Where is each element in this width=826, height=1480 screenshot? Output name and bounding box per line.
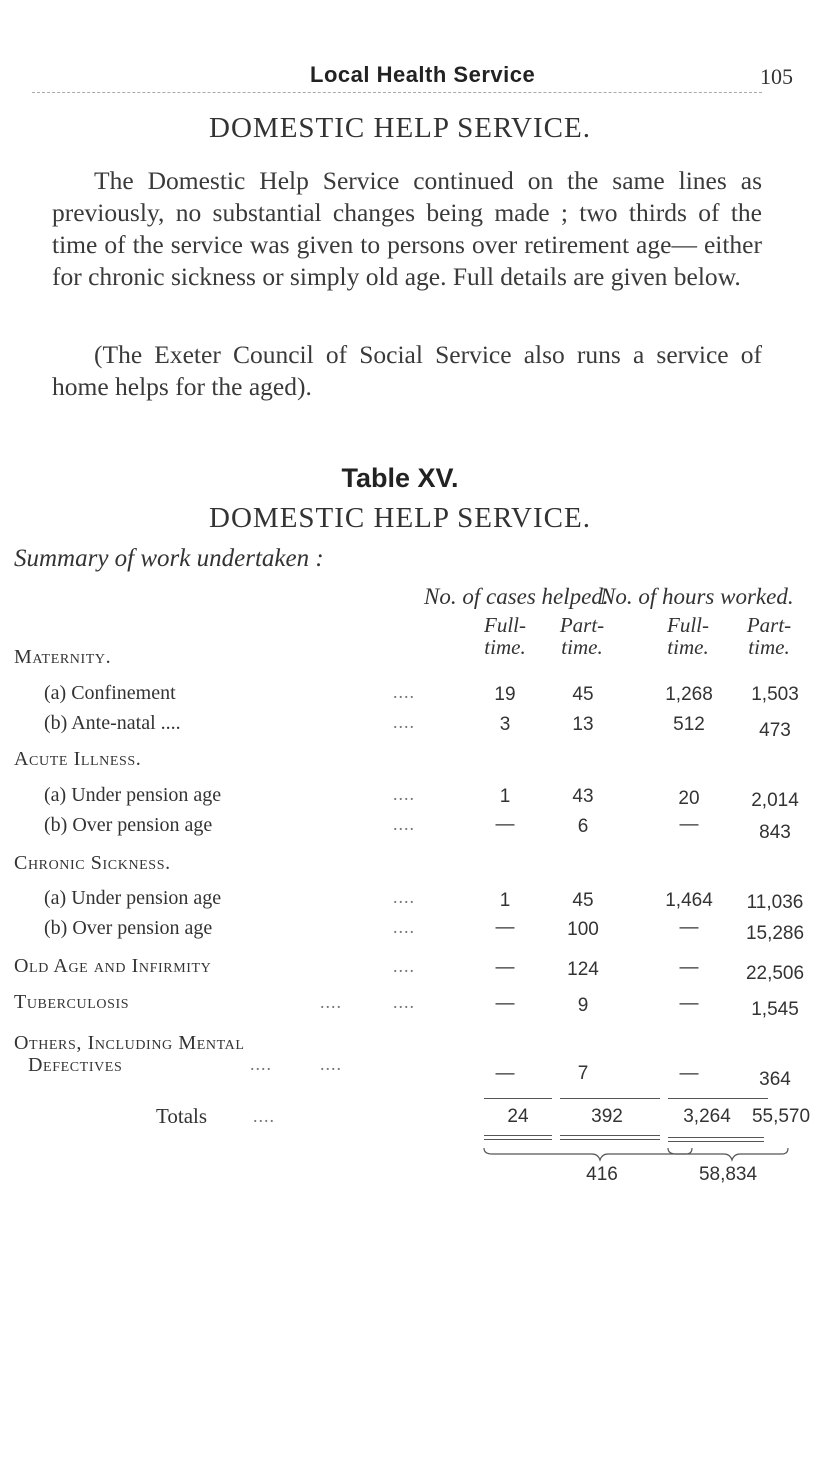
cell-hours-full: 20: [678, 788, 700, 809]
row-label: (b) Over pension age: [44, 814, 213, 836]
leader-dots: ....: [250, 1054, 272, 1074]
cell-hours-full: —: [679, 917, 699, 938]
total-hours-full: 3,264: [683, 1106, 731, 1127]
section-maternity: Maternity.: [14, 646, 112, 668]
cell-cases-part: 13: [572, 714, 594, 735]
row-label: (b) Over pension age: [44, 917, 213, 939]
row-label: (a) Confinement: [44, 682, 176, 704]
grand-total-cases: 416: [586, 1164, 618, 1185]
leader-dots: ....: [320, 992, 342, 1012]
group-header-hours: No. of hours worked.: [600, 584, 794, 609]
cell-cases-full: —: [495, 993, 515, 1014]
cell-hours-full: —: [679, 957, 699, 978]
cell-cases-full: —: [495, 1063, 515, 1084]
col-header-cases-full: Full- time.: [484, 613, 526, 659]
running-head: Local Health Service: [310, 62, 536, 87]
cell-cases-full: 3: [499, 714, 511, 735]
cell-hours-part: 473: [759, 720, 791, 741]
cell-hours-full: 1,464: [665, 890, 713, 911]
cell-cases-part: 45: [572, 684, 594, 705]
header-rule: [32, 92, 762, 93]
row-others-label: Others, Including Mental: [14, 1032, 245, 1054]
intro-paragraph: The Domestic Help Service continued on the same lines as previously, no substantial changes being made ; two thirds of the time of the service was given to persons over retirement age— either for chronic sickness or simply old age. Full details are given below.: [52, 166, 762, 291]
leader-dots: ....: [320, 1054, 342, 1074]
leader-dots: ....: [393, 887, 415, 907]
row-label: (a) Under pension age: [44, 784, 222, 806]
leader-dots: ....: [393, 956, 415, 976]
page-number: 105: [760, 64, 793, 89]
cell-hours-part: 22,506: [745, 963, 805, 984]
cell-cases-full: —: [495, 814, 515, 835]
leader-dots: ....: [393, 992, 415, 1012]
row-label: (b) Ante-natal ....: [44, 712, 181, 734]
leader-dots: ....: [393, 784, 415, 804]
row-label: (a) Under pension age: [44, 887, 222, 909]
group-header-cases: No. of cases helped.: [424, 584, 609, 609]
row-old-age-infirmity: Old Age and Infirmity: [14, 955, 212, 977]
cell-hours-part: 843: [759, 822, 791, 843]
total-rule: [560, 1098, 660, 1099]
grand-total-hours: 58,834: [698, 1164, 758, 1185]
cell-hours-part: 1,545: [751, 999, 799, 1020]
row-tuberculosis: Tuberculosis: [14, 991, 130, 1013]
cell-cases-full: 1: [499, 890, 511, 911]
cell-cases-full: —: [495, 957, 515, 978]
cell-hours-full: —: [679, 814, 699, 835]
cell-hours-full: —: [679, 1063, 699, 1084]
page-header: [0, 62, 800, 102]
leader-dots: ....: [393, 712, 415, 732]
total-cases-part: 392: [591, 1106, 623, 1127]
cell-cases-full: 1: [499, 786, 511, 807]
total-rule: [484, 1098, 552, 1099]
cell-cases-part: 9: [577, 995, 589, 1016]
cell-hours-full: 1,268: [665, 684, 713, 705]
cell-cases-full: —: [495, 917, 515, 938]
cell-cases-part: 45: [572, 890, 594, 911]
table-label: Table XV.: [341, 463, 459, 493]
section-chronic-sickness: Chronic Sickness.: [14, 852, 171, 874]
cell-cases-full: 19: [494, 684, 516, 705]
cell-hours-part: 11,036: [746, 892, 804, 913]
page-title: DOMESTIC HELP SERVICE.: [209, 112, 591, 144]
cell-hours-part: 1,503: [751, 684, 799, 705]
cell-hours-full: 512: [673, 714, 705, 735]
cell-hours-full: —: [679, 993, 699, 1014]
total-hours-part: 55,570: [751, 1106, 811, 1127]
cell-cases-part: 100: [567, 919, 599, 940]
leader-dots: ....: [393, 917, 415, 937]
table-title: DOMESTIC HELP SERVICE.: [209, 502, 591, 534]
total-double-rule: [560, 1135, 660, 1140]
leader-dots: ....: [253, 1106, 275, 1126]
total-double-rule: [484, 1135, 552, 1140]
leader-dots: ....: [393, 814, 415, 834]
col-header-hours-full: Full- time.: [667, 613, 709, 659]
totals-label: Totals: [156, 1104, 208, 1128]
cell-hours-part: 364: [759, 1069, 791, 1090]
cell-hours-part: 15,286: [745, 923, 805, 944]
total-double-rule: [668, 1137, 764, 1142]
cell-cases-part: 7: [577, 1063, 589, 1084]
section-acute-illness: Acute Illness.: [14, 748, 142, 770]
col-header-hours-part: Part- time.: [746, 613, 792, 659]
cell-cases-part: 6: [577, 816, 589, 837]
col-header-cases-part: Part- time.: [559, 613, 605, 659]
row-others-label-cont: Defectives: [28, 1054, 123, 1076]
leader-dots: ....: [393, 682, 415, 702]
cell-cases-part: 43: [572, 786, 594, 807]
total-cases-full: 24: [507, 1106, 529, 1127]
cell-cases-part: 124: [567, 959, 599, 980]
table-summary: Summary of work undertaken :: [14, 545, 324, 572]
cell-hours-part: 2,014: [751, 790, 799, 811]
note-paragraph: (The Exeter Council of Social Service also runs a service of home helps for the aged).: [52, 340, 762, 401]
